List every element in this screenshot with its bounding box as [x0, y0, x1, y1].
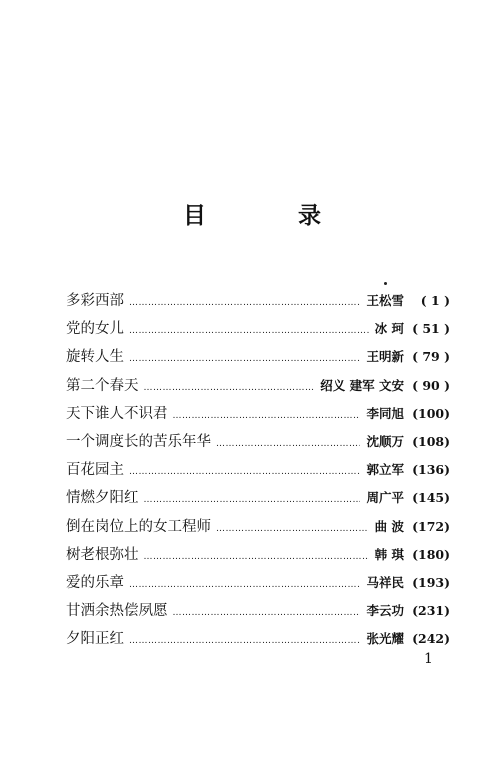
toc-entry-title: 百花园主	[66, 462, 124, 479]
toc-entry-title: 多彩西部	[66, 293, 124, 309]
toc-entry-author: 韩 琪	[374, 546, 404, 562]
toc-entry-author: 李同旭	[366, 405, 404, 421]
toc-entry	[66, 625, 450, 653]
toc-entry-title: 第二个春天	[66, 377, 139, 394]
toc-entry-title: 甘洒余热偿夙愿	[66, 603, 168, 620]
toc-dot-leader	[129, 289, 360, 317]
toc-dot-leader	[129, 317, 369, 345]
toc-entry-author: 冰 珂	[374, 321, 404, 337]
toc-entry	[66, 513, 450, 541]
toc-entry	[66, 597, 450, 625]
toc-entry-page: (172)	[412, 518, 450, 534]
toc-dot-leader	[173, 599, 361, 627]
toc-entry-author: 王明新	[366, 349, 404, 365]
toc-entry	[66, 428, 450, 456]
toc-entry	[66, 484, 450, 512]
toc-entry-title: 一个调度长的苦乐年华	[66, 433, 211, 450]
toc-entry	[66, 456, 450, 484]
toc-entry-title: 倒在岗位上的女工程师	[66, 518, 211, 535]
toc-entry	[66, 343, 450, 371]
toc-entry-author: 曲 波	[374, 518, 404, 534]
toc-entry-title: 党的女儿	[66, 321, 124, 338]
toc-entry-page: (180)	[412, 546, 450, 562]
toc-entry-author: 张光耀	[366, 631, 404, 647]
toc-entry	[66, 372, 450, 400]
toc-entry	[66, 541, 450, 569]
toc-dot-leader	[144, 543, 369, 571]
toc-dot-leader	[129, 458, 360, 486]
toc-entry-author: 绍义 建军 文安	[320, 377, 404, 393]
toc-dot-leader	[216, 430, 360, 458]
toc-entry-page: (108)	[412, 433, 450, 449]
toc-entry-author: 沈顺万	[366, 433, 404, 449]
toc-entry	[66, 287, 450, 315]
toc-entry-page: ( 51 )	[412, 321, 450, 337]
toc-dot-leader	[129, 345, 360, 373]
toc-entry-author: 王松雪	[366, 293, 404, 308]
toc-entry-page: ( 79 )	[412, 349, 450, 365]
toc-dot-leader	[129, 627, 360, 655]
toc-dot-leader	[129, 571, 360, 599]
toc-entry-title: 旋转人生	[66, 349, 124, 366]
toc-entry	[66, 400, 450, 428]
page-number: 1	[424, 651, 433, 667]
toc-entry-title: 天下谁人不识君	[66, 405, 168, 422]
toc-entry-page: (193)	[412, 574, 450, 590]
toc-entry-author: 马祥民	[366, 574, 404, 590]
toc-entry	[66, 315, 450, 343]
page-title: 目 录	[182, 202, 363, 229]
toc-entry-author: 周广平	[366, 490, 404, 506]
print-speck	[384, 282, 387, 285]
toc-entry-title: 情燃夕阳红	[66, 490, 139, 507]
table-of-contents	[66, 287, 450, 653]
toc-entry	[66, 569, 450, 597]
toc-dot-leader	[144, 374, 315, 402]
toc-entry-author: 李云功	[366, 603, 404, 619]
toc-dot-leader	[144, 486, 361, 514]
toc-entry-page: (136)	[412, 462, 450, 478]
toc-entry-author: 郭立军	[366, 462, 404, 478]
toc-entry-page: (231)	[412, 603, 450, 619]
toc-entry-page: (100)	[412, 405, 450, 421]
toc-entry-page: (242)	[412, 631, 450, 647]
toc-entry-title: 爱的乐章	[66, 574, 124, 591]
toc-entry-page: ( 1 )	[420, 293, 450, 308]
toc-dot-leader	[216, 515, 369, 543]
toc-entry-title: 树老根弥壮	[66, 546, 139, 563]
toc-dot-leader	[173, 402, 361, 430]
toc-entry-page: (145)	[412, 490, 450, 506]
toc-entry-title: 夕阳正红	[66, 631, 124, 648]
toc-entry-page: ( 90 )	[412, 377, 450, 393]
